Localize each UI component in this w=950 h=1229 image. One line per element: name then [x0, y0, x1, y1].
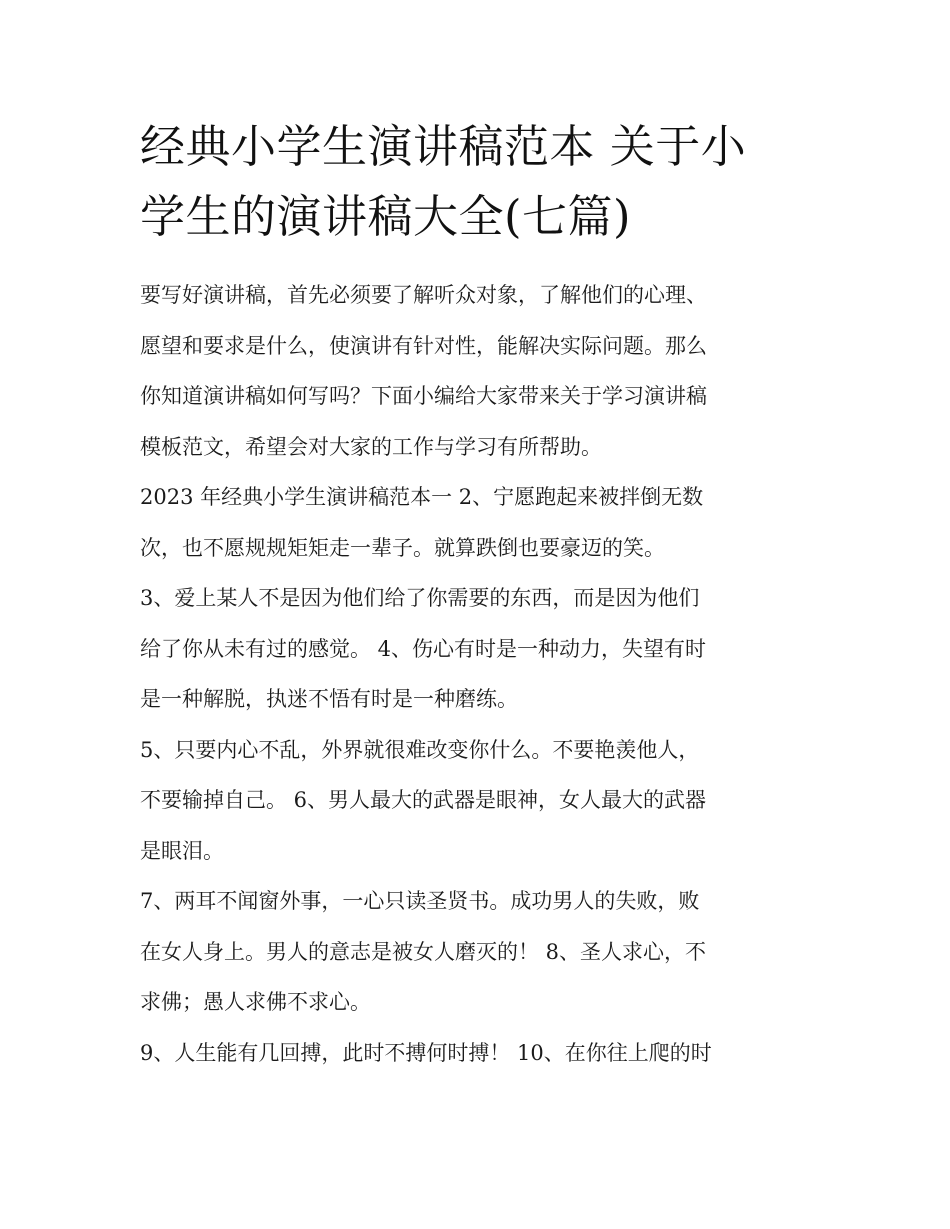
body-paragraph: 7、两耳不闻窗外事，一心只读圣贤书。成功男人的失败，败 在女人身上。男人的意志是被女人磨灭的！ 8、圣人求心，不 求佛；愚人求佛不求心。: [140, 889, 707, 1014]
document-page: [140, 112, 820, 1078]
document-title: 经典小学生演讲稿范本 关于小 学生的演讲稿大全(七篇): [140, 120, 747, 243]
body-paragraph: 5、只要内心不乱，外界就很难改变你什么。不要艳羡他人， 不要输掉自己。 6、男人最大的武器是眼神，女人最大的武器 是眼泪。: [140, 737, 707, 863]
body-paragraph: 3、爱上某人不是因为他们给了你需要的东西，而是因为他们 给了你从未有过的感觉。 4、伤心有时是一种动力，失望有时 是一种解脱，执迷不悟有时是一种磨练。: [140, 586, 707, 711]
body-paragraph: 9、人生能有几回搏，此时不搏何时搏！ 10、在你往上爬的时: [140, 1040, 712, 1065]
intro-paragraph: 要写好演讲稿，首先必须要了解听众对象，了解他们的心理、 愿望和要求是什么，使演讲有针对性，能解决实际问题。那么 你知道演讲稿如何写吗？下面小编给大家带来关于学习演讲稿 模板范文，希望会对大家的工作与学习有所帮助。: [140, 283, 707, 459]
body-paragraph: 2023 年经典小学生演讲稿范本一 2、宁愿跑起来被拌倒无数 次，也不愿规规矩矩走一辈子。就算跌倒也要豪迈的笑。: [140, 485, 704, 560]
document-body: [140, 270, 820, 1078]
